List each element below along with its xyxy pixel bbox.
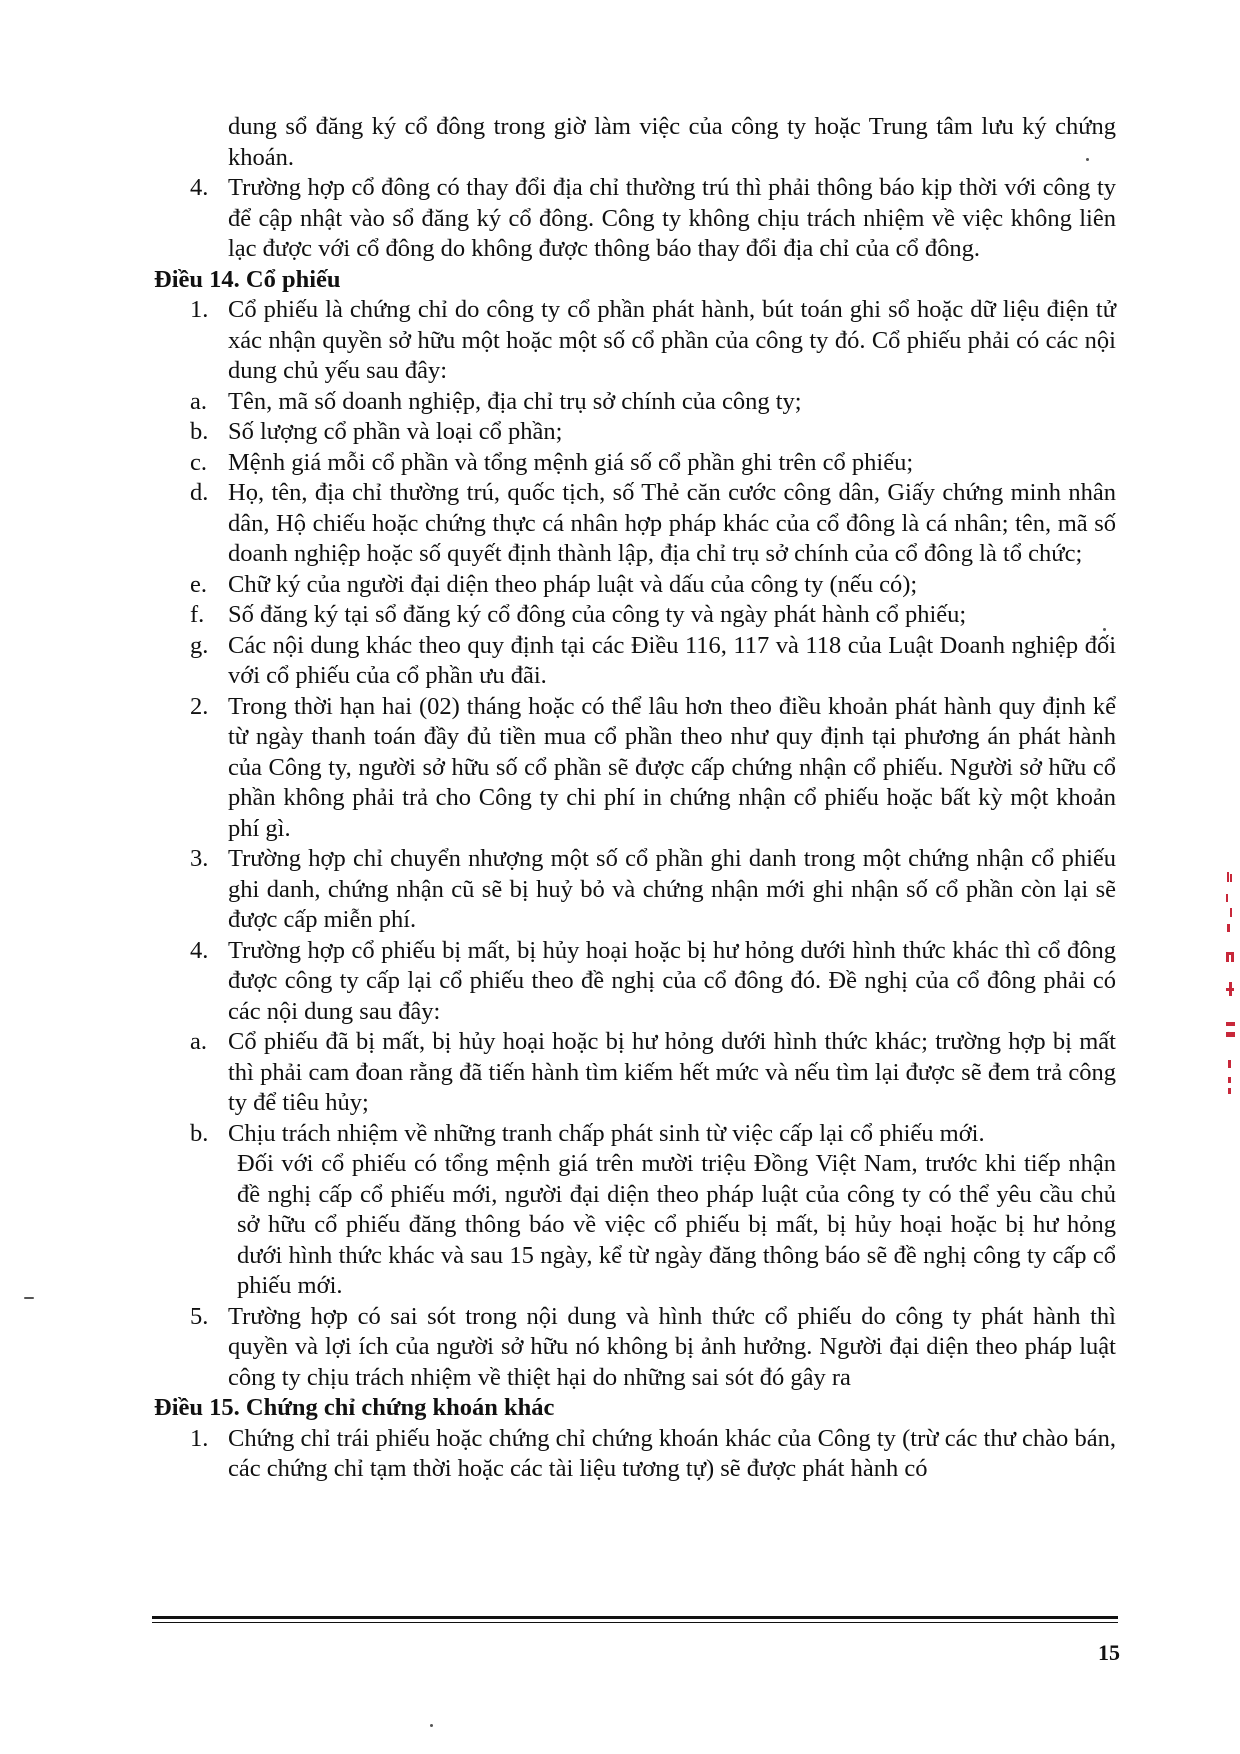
list-item: [150, 600, 1116, 631]
list-item-text: Chứng chỉ trái phiếu hoặc chứng chỉ chứng khoán khác của Công ty (trừ các thư chào bán, các chứng chỉ tạm thời hoặc các tài liệu tương tự) sẽ được phát hành có: [228, 1424, 1116, 1482]
list-marker: f.: [190, 601, 205, 628]
list-item: [150, 417, 1116, 448]
page-body: [150, 112, 1116, 1485]
list-item-text: Cổ phiếu đã bị mất, bị hủy hoại hoặc bị hư hỏng dưới hình thức khác; trường hợp bị mất thì phải cam đoan rằng đã tiến hành tìm kiếm hết mức và nếu tìm lại được sẽ đem trả công ty để tiêu hủy;: [228, 1028, 1116, 1116]
list-marker: 3.: [190, 845, 209, 872]
list-item-text: Trường hợp cổ đông có thay đổi địa chỉ thường trú thì phải thông báo kịp thời với công ty để cập nhật vào sổ đăng ký cổ đông. Công ty không chịu trách nhiệm về việc không liên lạc được với cổ đông do không được thông báo thay đổi địa chỉ của cổ đông.: [228, 174, 1116, 262]
list-marker: a.: [190, 1028, 207, 1055]
list-marker: d.: [190, 479, 209, 506]
scan-speck: [430, 1724, 433, 1727]
footer-rule-thin: [152, 1622, 1118, 1623]
list-item: [150, 631, 1116, 692]
list-item: [150, 1302, 1116, 1394]
list-item-text: Họ, tên, địa chỉ thường trú, quốc tịch, số Thẻ căn cước công dân, Giấy chứng minh nhân dân, Hộ chiếu hoặc chứng thực cá nhân hợp pháp khác của cổ đông là cá nhân; tên, mã số doanh nghiệp hoặc số quyết định thành lập, địa chỉ trụ sở chính của cổ đông là tổ chức;: [228, 479, 1116, 567]
list-marker: a.: [190, 387, 207, 415]
list-marker: 2.: [190, 692, 209, 720]
list-item: [150, 1119, 1116, 1150]
list-item-text: Trong thời hạn hai (02) tháng hoặc có thể lâu hơn theo điều khoản phát hành quy định kể từ ngày thanh toán đầy đủ tiền mua cổ phần theo như quy định tại phương án phát hành của Công ty, người sở hữu số cổ phần sẽ được cấp chứng nhận cổ phiếu. Người sở hữu cổ phần không phải trả cho Công ty chi phí in chứng nhận cổ phiếu hoặc bất kỳ một khoản phí gì.: [228, 692, 1116, 842]
list-item: [150, 295, 1116, 387]
page-number: 15: [1098, 1640, 1120, 1665]
list-item-text: Số lượng cổ phần và loại cổ phần;: [228, 418, 563, 445]
indented-paragraph: Đối với cổ phiếu có tổng mệnh giá trên mười triệu Đồng Việt Nam, trước khi tiếp nhận đề nghị cấp cổ phiếu mới, người đại diện theo pháp luật của công ty có thể yêu cầu chủ sở hữu cổ phiếu đăng thông báo về việc cổ phiếu bị mất, bị hủy hoại hoặc bị hư hỏng dưới hình thức khác và sau 15 ngày, kể từ ngày đăng thông báo sẽ đề nghị công ty cấp cổ phiếu mới.: [237, 1150, 1116, 1299]
list-item-text: Trường hợp chỉ chuyển nhượng một số cổ phần ghi danh trong một chứng nhận cổ phiếu ghi danh, chứng nhận cũ sẽ bị huỷ bỏ và chứng nhận mới ghi nhận số cổ phần còn lại sẽ được cấp miễn phí.: [228, 845, 1116, 933]
list-marker: g.: [190, 631, 209, 659]
list-item: [150, 1424, 1116, 1485]
list-item: [150, 387, 1116, 418]
list-marker: c.: [190, 448, 207, 476]
list-marker: e.: [190, 570, 207, 598]
list-item: [150, 570, 1116, 601]
scan-speck: [1086, 158, 1089, 161]
list-item: [150, 478, 1116, 570]
list-item-text: Trường hợp cổ phiếu bị mất, bị hủy hoại hoặc bị hư hỏng dưới hình thức khác thì cổ đông được công ty cấp lại cổ phiếu theo đề nghị của cổ đông đó. Đề nghị của cổ đông phải có các nội dung sau đây:: [228, 936, 1116, 1025]
footer-rule-thick: [152, 1616, 1118, 1619]
list-item-text: Chịu trách nhiệm về những tranh chấp phát sinh từ việc cấp lại cổ phiếu mới.: [228, 1119, 985, 1147]
paragraph-text: dung sổ đăng ký cổ đông trong giờ làm việc của công ty hoặc Trung tâm lưu ký chứng khoán.: [228, 113, 1116, 171]
list-item: [150, 173, 1116, 265]
article-heading: Điều 15. Chứng chỉ chứng khoán khác: [154, 1394, 555, 1421]
list-item-text: Tên, mã số doanh nghiệp, địa chỉ trụ sở chính của công ty;: [228, 387, 802, 415]
list-item-text: Số đăng ký tại sổ đăng ký cổ đông của công ty và ngày phát hành cổ phiếu;: [228, 601, 967, 628]
scan-speck: [24, 1297, 34, 1299]
list-item-text: Các nội dung khác theo quy định tại các Điều 116, 117 và 118 của Luật Doanh nghiệp đối với cổ phiếu của cổ phần ưu đãi.: [228, 631, 1116, 689]
list-item-text: Chữ ký của người đại diện theo pháp luật và dấu của công ty (nếu có);: [228, 570, 918, 598]
list-marker: 4.: [190, 936, 209, 964]
list-item: [150, 692, 1116, 845]
list-item: [150, 1027, 1116, 1119]
list-marker: 1.: [190, 296, 209, 323]
list-item-text: Trường hợp có sai sót trong nội dung và hình thức cổ phiếu do công ty phát hành thì quyền và lợi ích của người sở hữu nó không bị ảnh hưởng. Người đại diện theo pháp luật công ty chịu trách nhiệm về thiệt hại do những sai sót đó gây ra: [228, 1302, 1116, 1391]
list-item-text: Mệnh giá mỗi cổ phần và tổng mệnh giá số cổ phần ghi trên cổ phiếu;: [228, 448, 914, 476]
list-marker: 5.: [190, 1302, 209, 1330]
paragraph-continuation: [150, 112, 1116, 173]
list-marker: b.: [190, 1119, 209, 1147]
list-item: [150, 936, 1116, 1028]
list-marker: 4.: [190, 174, 209, 201]
list-item-text: Cổ phiếu là chứng chỉ do công ty cổ phần phát hành, bút toán ghi sổ hoặc dữ liệu điện tử xác nhận quyền sở hữu một hoặc một số cổ phần của công ty đó. Cổ phiếu phải có các nội dung chủ yếu sau đây:: [228, 296, 1116, 384]
list-item: [150, 844, 1116, 936]
list-marker: b.: [190, 418, 209, 445]
list-marker: 1.: [190, 1424, 209, 1452]
article-heading: Điều 14. Cổ phiếu: [154, 265, 341, 293]
list-item: [150, 448, 1116, 479]
stamp-edge-mark: [1222, 872, 1236, 1098]
scan-speck: [1103, 628, 1106, 631]
